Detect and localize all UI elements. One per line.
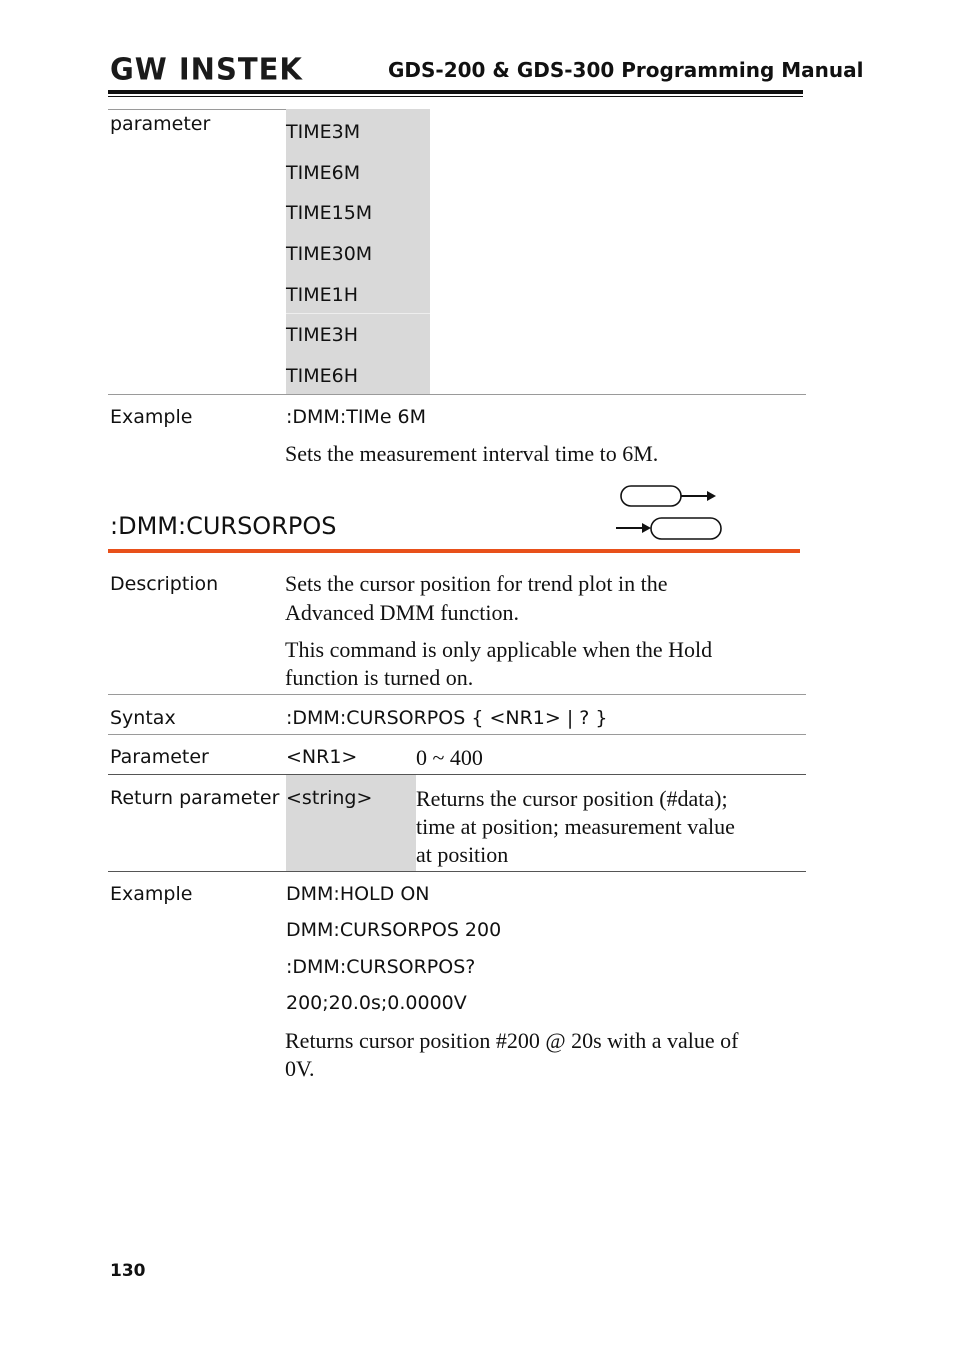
description-note-line: function is turned on. (285, 665, 474, 690)
set-command-icon (621, 486, 716, 506)
top-table-bottom-rule (108, 394, 806, 395)
parameter-value: TIME6M (286, 162, 361, 184)
gw-instek-logo: GW INSTEK (110, 51, 303, 87)
description-bottom-rule (108, 694, 806, 695)
page-number: 130 (110, 1261, 146, 1281)
description-line: Sets the cursor position for trend plot in the (285, 571, 668, 596)
syntax-bottom-rule (108, 734, 806, 735)
return-parameter-line: time at position; measurement value (416, 814, 735, 839)
parameter-row-label: Parameter (110, 746, 209, 768)
description-note-line: This command is only applicable when the Hold (285, 637, 713, 662)
example-description: Returns cursor position #200 @ 20s with a value of (285, 1028, 739, 1053)
parameter-value: TIME30M (286, 243, 373, 265)
example-code: :DMM:CURSORPOS? (286, 956, 476, 978)
parameter-bottom-rule (108, 774, 806, 775)
example-code: :DMM:TIMe 6M (286, 406, 427, 428)
parameter-value: TIME6H (286, 365, 358, 387)
section-title: :DMM:CURSORPOS (110, 512, 337, 540)
return-parameter-type: <string> (286, 787, 373, 809)
top-table-top-rule (108, 109, 286, 110)
syntax-label: Syntax (110, 707, 176, 729)
example-description: Sets the measurement interval time to 6M. (285, 441, 659, 466)
example-code: DMM:CURSORPOS 200 (286, 919, 502, 941)
query-command-icon (616, 518, 721, 539)
example-code: 200;20.0s;0.0000V (286, 992, 467, 1014)
syntax-value: :DMM:CURSORPOS { <NR1> | ? } (286, 707, 608, 729)
example-description: 0V. (285, 1056, 315, 1081)
parameter-label: parameter (110, 113, 211, 135)
parameter-value: TIME15M (286, 202, 373, 224)
section-title-rule (108, 549, 800, 553)
description-line: Advanced DMM function. (285, 600, 520, 625)
parameter-value: TIME3H (286, 324, 358, 346)
parameter-type: <NR1> (286, 746, 358, 768)
example-code: DMM:HOLD ON (286, 883, 430, 905)
return-parameter-line: at position (416, 842, 509, 867)
example-label: Example (110, 883, 193, 905)
parameter-range: 0 ~ 400 (416, 745, 483, 770)
example-label: Example (110, 406, 193, 428)
header-rule-thin (108, 96, 803, 97)
parameter-value: TIME1H (286, 284, 358, 306)
header-rule-thick (108, 90, 803, 94)
return-parameter-line: Returns the cursor position (#data); (416, 786, 728, 811)
return-parameter-label: Return parameter (110, 787, 280, 809)
description-label: Description (110, 573, 219, 595)
manual-title: GDS-200 & GDS-300 Programming Manual (388, 58, 864, 82)
parameter-values-divider (286, 313, 430, 314)
return-parameter-bottom-rule (108, 871, 806, 872)
parameter-value: TIME3M (286, 121, 361, 143)
command-type-icons (612, 482, 724, 544)
